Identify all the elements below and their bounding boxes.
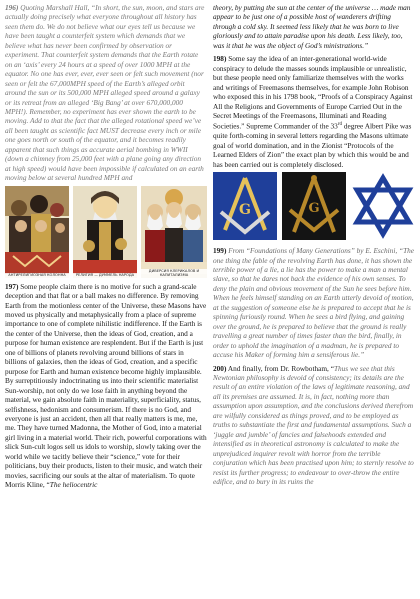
left-column <box>5 3 207 490</box>
paragraph-196 <box>5 3 207 183</box>
kline-quote-continuation <box>213 3 415 50</box>
paragraph-number: 200) <box>213 363 227 373</box>
paragraph-number: 197) <box>5 281 19 291</box>
paragraph-text: theory, by putting the sun at the center of the universe … made man appear to be just one of a possible host of wanderers drifting through a cold sky. It seemed less likely that he was born to live gloriously and to attain paradise upon his death. Less likely, too, was it that he was the object of God’s ministrations.” <box>213 3 411 50</box>
paragraph-text: Some people claim there is no motive for such a grand-scale deception and that flat or a ball makes no difference. By removing Earth from the motionless center of the Universe, these Masons have moved us physically and metaphysically from a place of supreme importance to one of complete nihilistic indifference. If the Earth is the center of the Universe, then the ideas of God, creation, and a purpose for human existence are resplendent. But if the Earth is just one of billions of planets revolving around billions of stars in billions of galaxies, then the ideas of God, creation, and a specific purpose for Earth and human existence become highly implausible. By surreptitiously indoctrinating us into their scientific materialist Sun-worship, not only do we lose faith in anything beyond the material, we gain absolute faith in materiality, superficiality, status, selfishness, hedonism and consumerism. If there is no God, and everyone is just an accident, then all that really matters is me, me, me. They have turned Madonna, the Mother of God, into a material girl living in a material world. Their rich, powerful corporations with slick Sun-cult logos sell us idols to worship, slowly taking over the world while we tacitly believe their “science,” vote for their politicians, buy their products, listen to their music, and watch their movies, sacrificing our souls at the altar of materialism. To quote Morris Kline, “ <box>5 281 207 490</box>
paragraph-number: 199) <box>213 246 227 256</box>
superscript: rd <box>337 122 342 128</box>
star-of-david-icon <box>351 172 415 240</box>
image-caption: АНТИРЕЛИГИОЗНАЯ КОЛОННА <box>5 273 69 277</box>
paragraph-text: degree Albert Pike was quite forth-coming in several letters regarding the Masons ultimate goal of world domination, and in the Zionist “Protocols of the Learned Elders of Zion” the exact plan by which this would be and has been carried out is completely disclosed. <box>213 121 412 169</box>
paragraph-198 <box>213 54 415 169</box>
image-caption: РЕЛИГИЯ — ДУММЕЛЬ НАРОДА <box>73 273 137 277</box>
paragraph-199 <box>213 246 415 359</box>
paragraph-text: From “Foundations of Many Generations” by E. Eschini, “The one thing the fable of the revolving Earth has done, it has shown the terrible power of a lie, a lie has the power to make a man a mental slave, so that he dares not back the evidence of his own senses. To deny the plain and obvious movement of the Sun he sees before him. When he feels himself standing on an Earth utterly devoid of motion, at the suggestion of someone else he is prepared to accept that he is spinning furiously round. When he sees a bird flying, and gaining over the ground, he is prepared to believe that the ground is really travelling a great number of times faster than the bird, finally, in order to uphold the imagination of a madman, he is prepared to accuse his Maker of forming him a sensiferous lie.” <box>213 246 415 360</box>
paragraph-text: And finally, from Dr. Rowbotham, “ <box>227 363 334 373</box>
masonic-square-compass-blue-icon <box>213 172 277 240</box>
paragraph-text: Some say the idea of an inter-generational world-wide conspiracy to delude the masses sounds implausible or unrealistic, but these people need only familiarize themselves with the works and writings of Freemasons themselves, for example John Robison who exposed this in his 1798 book, “Proofs of a Conspiracy Against All the Religions and Governments of Europe Carried Out in the Secret Meetings of the Freemasons, Illuminati and Reading Societies.” Supreme Commander of the 33 <box>213 54 413 131</box>
paragraph-quote-italic: The heliocentric <box>49 480 98 490</box>
paragraph-200 <box>213 364 415 487</box>
svg-text:G: G <box>308 201 320 217</box>
paragraph-number: 196) <box>5 3 19 12</box>
clergy-capitalism-image <box>141 186 207 278</box>
image-caption: ДИВЕРСИЯ КЛЕРИКАЛОВ И КАПИТАЛИЗМА <box>141 269 207 277</box>
svg-text:G: G <box>239 202 251 219</box>
masonic-square-compass-gold-icon <box>282 172 346 240</box>
paragraph-quote-italic: Thus we see that this Newtonian philosophy is devoid of consistency; its details are the result of an entire violation of the laws of legitimate reasoning, and all its premises are assumed. It is, in fact, nothing more than assumption upon assumption, and the conclusions derived therefrom are wilfully considered as things proved, and to be employed as truths to substantiate the first and fundamental assumptions. Such a ‘juggle and jumble’ of fancies and falsehoods extended and intensified as in theoretical astronomy is calculated to make the unprejudiced inquirer revolt with horror from the terrible conjuration which has been practised upon him; to sternly resolve to resist its further progress; to endeavour to over-throw the entire edifice, and to bury in its ruins the <box>213 363 414 486</box>
priest-caricature-image <box>73 186 137 278</box>
antireligious-poster-image <box>5 186 69 278</box>
symbols-images-row <box>213 172 415 240</box>
paragraph-number: 198) <box>213 54 227 64</box>
paragraph-197 <box>5 282 207 490</box>
paragraph-text: Quoting Marshall Hall, “In short, the sun, moon, and stars are actually doing precisely what everyone throughout all history has seen them do. We do not believe what our eyes tell us because we have been taught a counterfeit system which demands that we believe what has never been confirmed by observation or experiment. That counterfeit system demands that the Earth rotate on an ‘axis’ every 24 hours at a speed of over 1000 MPH at the equator. No one has ever, ever, ever seen or felt such movement (nor seen or felt the 67,000MPH speed of the Earth’s alleged orbit around the sun or its 500,000 MPH alleged speed around a galaxy or its retreat from an alleged ‘Big Bang’ at over 670,000,000 MPH!). Remember, no experiment has ever shown the earth to be moving. Add to that the fact that the alleged rotational speed we’ve all been taught as scientific fact MUST decrease every inch or mile one goes north or south of the equator, and it becomes readily apparent that such things as accurate aerial bombing in WWII (down a chimney from 25,000 feet with a plane going any direction at high speed) would have been impossible if calculated on an earth moving below at several hundred MPH and <box>5 3 205 183</box>
propaganda-images-row <box>5 186 207 278</box>
right-column <box>213 3 415 486</box>
